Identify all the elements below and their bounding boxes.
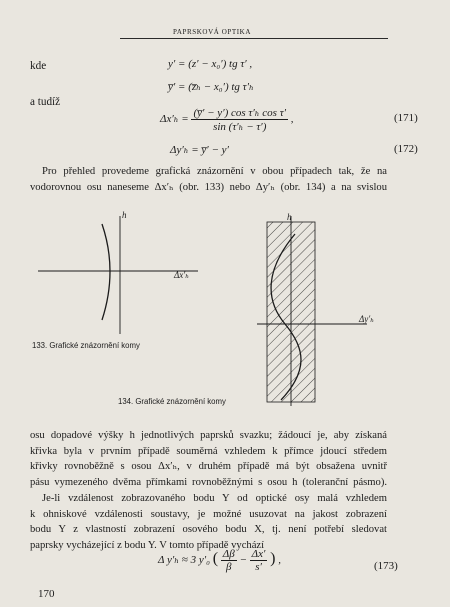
equation-172-number: (172)	[394, 143, 418, 155]
eq173-fraction-2-denominator: s′	[255, 561, 262, 573]
fig134-caption: 134. Grafické znázornění komy	[118, 397, 226, 406]
header-rule	[120, 38, 388, 39]
fig134-axis-h-label: h	[287, 212, 292, 222]
paragraph-3	[30, 491, 387, 553]
page-number: 170	[38, 588, 55, 600]
eq173-tail: ,	[278, 554, 281, 567]
eq171-lhs: Δx′ₕ =	[160, 113, 189, 126]
equation-172: Δy′ₕ = y̅′ − y′	[170, 144, 229, 156]
intro-kde: kde	[30, 60, 47, 72]
paragraph-3-line: k ohniskové vzdálenosti soustavy, je možné usuzovat na jakost zobrazení	[30, 508, 387, 520]
running-header: PAPRSKOVÁ OPTIKA	[173, 28, 251, 36]
eq171-numerator: (y̅′ − y′) cos τ′ₕ cos τ′	[193, 107, 287, 119]
equation-2: y̅′ = (z̅ₕ − x₀′) tg τ′ₕ	[168, 81, 254, 93]
paragraph-3-line: Je-li vzdálenost zobrazovaného bodu Y od optické osy malá vzhledem	[42, 493, 387, 504]
paragraph-2	[30, 428, 387, 490]
equation-173: Δ y′ₕ ≈ 3 y′₀ ( $\frac{\Delta\beta}{\beta}$ − $\frac{\Delta x'}{s'}$ ) ,	[158, 548, 281, 573]
figure-134	[255, 210, 395, 410]
eq171-fraction	[191, 106, 288, 133]
fig134-axis-y-label: Δy′ₕ	[359, 314, 375, 324]
paragraph-2-line: pásu vymezeného dvěma přímkami rovnoběžnými s osou h (toleranční pásmo).	[30, 476, 387, 488]
paragraph-3-line: bodu Y z vlastností zobrazení osového bodu X, tj. není potřebí sledovat	[30, 524, 387, 536]
intro-a-tudiz: a tudíž	[30, 96, 61, 108]
eq173-fraction-1	[221, 548, 237, 573]
eq173-fraction-1-numerator: Δβ	[222, 548, 235, 560]
paragraph-1-line: Pro přehled provedeme grafická znázornění v obou případech tak, že na	[42, 166, 387, 177]
eq171-tail: ,	[290, 113, 294, 126]
equation-1: y′ = (z′ − x₀′) tg τ′ ,	[168, 58, 253, 70]
fig133-axis-x-label: Δx′ₕ	[174, 270, 190, 280]
paragraph-1	[30, 164, 387, 195]
equation-171	[160, 106, 294, 133]
paragraph-2-line: osu dopadové výšky h jednotlivých paprsků svazku; žádoucí je, aby získaná	[30, 430, 387, 441]
equation-173-number: (173)	[374, 560, 398, 572]
fig133-caption: 133. Grafické znázornění komy	[32, 341, 140, 350]
paragraph-3-line: paprsky vycházející z bodu Y. V tomto případě vychází	[30, 539, 265, 551]
eq173-fraction-2	[250, 548, 268, 573]
fig133-axis-h-label: h	[122, 210, 127, 220]
eq173-lhs: Δ y′ₕ ≈ 3 y′₀	[158, 554, 210, 567]
eq173-fraction-2-numerator: Δx′	[251, 548, 266, 560]
paragraph-1-line: vodorovnou osu naneseme Δx′ₕ (obr. 133) nebo Δy′ₕ (obr. 134) a na svislou	[30, 181, 387, 193]
eq173-fraction-1-denominator: β	[226, 561, 232, 573]
eq173-minus: −	[239, 554, 247, 567]
fig133-curve	[102, 224, 110, 320]
paragraph-2-line: křivka byla v prvním případě souměrná vzhledem k přímce jdoucí středem	[30, 445, 387, 457]
equation-171-number: (171)	[394, 112, 418, 124]
paragraph-2-line: křivky rovnoběžně s osou Δx′ₕ, v druhém případě má být obsažena uvnitř	[30, 461, 387, 473]
eq171-denominator: sin (τ′ₕ − τ′)	[213, 121, 267, 133]
